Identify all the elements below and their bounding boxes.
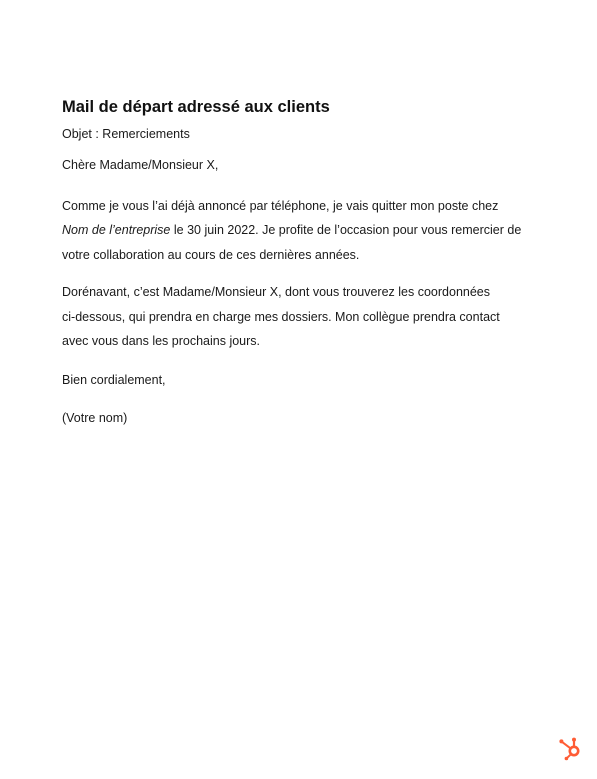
- paragraph-announcement-line-3: votre collaboration au cours de ces dernières années.: [62, 247, 360, 262]
- paragraph-announcement-line-1: Comme je vous l’ai déjà annoncé par téléphone, je vais quitter mon poste chez: [62, 198, 499, 213]
- document-title: Mail de départ adressé aux clients: [62, 98, 330, 116]
- greeting: Chère Madame/Monsieur X,: [62, 158, 219, 172]
- paragraph-successor-line-2: ci-dessous, qui prendra en charge mes dossiers. Mon collègue prendra contact: [62, 309, 500, 324]
- letter-body: [62, 96, 542, 431]
- hubspot-sprocket-icon: [557, 735, 583, 761]
- paragraph-successor-line-1: Dorénavant, c’est Madame/Monsieur X, dont vous trouverez les coordonnées: [62, 285, 491, 299]
- subject-line: Objet : Remerciements: [62, 127, 190, 141]
- paragraph-announcement: [62, 194, 542, 268]
- paragraph-successor-line-3: avec vous dans les prochains jours.: [62, 334, 261, 348]
- paragraph-announcement-line-2: le 30 juin 2022. Je profite de l’occasion pour vous remercier de: [170, 223, 522, 237]
- closing: Bien cordialement,: [62, 372, 166, 387]
- company-name-placeholder: Nom de l’entreprise: [62, 223, 171, 237]
- paragraph-successor: [62, 280, 542, 354]
- signature-placeholder: (Votre nom): [62, 411, 128, 425]
